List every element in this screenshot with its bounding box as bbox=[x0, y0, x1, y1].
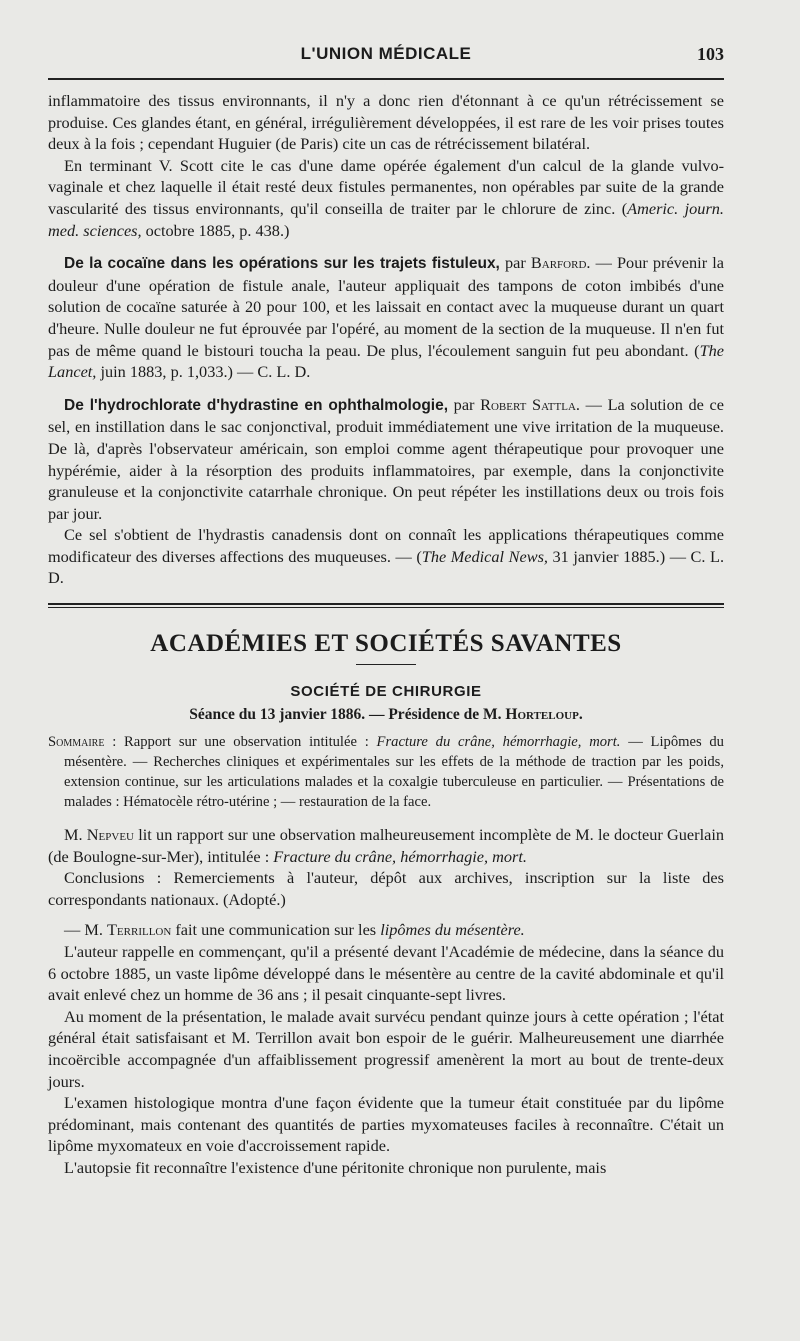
section-title: ACADÉMIES ET SOCIÉTÉS SAVANTES bbox=[150, 630, 622, 658]
paragraph-lipome-presentation: L'auteur rappelle en commençant, qu'il a présenté devant l'Académie de médecine, dans la séance du 6 octobre 1885, un vaste lipôme développé dans le mésentère au centre de la cavité abdominale et qu'il avait enlevé chez un homme de 36 ans ; il pesait cinquante-sept livres. bbox=[48, 942, 724, 1005]
author-barford: Barford bbox=[530, 253, 587, 273]
paragraph-inflammatoire: inflammatoire des tissus environnants, il n'y a donc rien d'étonnant à ce qu'un rétrécissement se produise. Ces glandes étant, en général, irrégulièrement développées, il est rare de les voir prises toutes deux à la fois ; cependant Huguier (de Paris) cite un cas de rétrécissement bilatéral. bbox=[48, 91, 724, 154]
reference-medical-news: The Medical News, bbox=[421, 546, 548, 566]
abstract-title-hydrastine: De l'hydrochlorate d'hydrastine en ophthalmologie, bbox=[64, 396, 449, 414]
abstract-cocaine: De la cocaïne dans les opérations sur les trajets fistuleux, par Barford. — Pour prévenir la douleur d'une opération de fistule anale, l'auteur appliquait des tampons de coton imbibés d'une solution de cocaïne saturée à 20 pour 100, et les laissait en contact avec la muqueuse durant un quart d'heure. Nulle douleur ne fut éprouvée par l'opéré, au moment de la section de la muqueuse. Il n'en fut pas de même quand le bistouri toucha la peau. De plus, l'écoulement sanguin fut peu abondant. (The Lancet, juin 1883, p. 1,033.) — C. L. D. bbox=[48, 253, 724, 382]
society-heading: SOCIÉTÉ DE CHIRURGIE bbox=[290, 683, 482, 701]
paragraph-survie: Au moment de la présentation, le malade avait survécu pendant quinze jours à cette opération ; l'état général était satisfaisant et M. Terrillon avait bon espoir de le guérir. Malheureusement une diarrhée incoërcible accompagnée d'un affaiblissement progressif amenèrent la mort au bout de trente-deux jours. bbox=[48, 1006, 724, 1091]
running-title: L'UNION MÉDICALE bbox=[300, 44, 472, 63]
paragraph-conclusions: Conclusions : Remerciements à l'auteur, dépôt aux archives, inscription sur la liste des correspondants nationaux. (Adopté.) bbox=[48, 868, 724, 909]
sommaire-label: Sommaire bbox=[48, 734, 105, 751]
speaker-terrillon: Terrillon bbox=[106, 920, 172, 940]
author-sattla: Robert Sattla bbox=[480, 394, 576, 414]
reference-journal: Americ. journ. med. sciences, bbox=[48, 198, 724, 240]
paragraph-histologie: L'examen histologique montra d'une façon évidente que la tumeur était constituée par du lipôme prédominant, mais contenant des quantités de parties myxomateuses faciles à reconnaître. C'était un lipôme myxomateux en voie d'accroissement rapide. bbox=[48, 1093, 724, 1156]
reference-lancet: The Lancet, bbox=[48, 340, 724, 382]
paragraph-terrillon: — M. Terrillon fait une communication sur les lipômes du mésentère. bbox=[64, 920, 525, 940]
header-rule bbox=[48, 78, 724, 80]
abstract-title-cocaine: De la cocaïne dans les opérations sur les trajets fistuleux, bbox=[64, 255, 500, 273]
paragraph-nepveu: M. Nepveu lit un rapport sur une observation malheureusement incomplète de M. le docteur Guerlain (de Boulogne-sur-Mer), intitulée : Fracture du crâne, hémorrhagie, mort. bbox=[48, 825, 724, 866]
president-name: Horteloup bbox=[505, 706, 579, 724]
title-underline bbox=[356, 664, 416, 665]
paragraph-scott: En terminant V. Scott cite le cas d'une dame opérée également d'un calcul de la glande vulvo-vaginale et chez laquelle il était resté deux fistules permanentes, non opérables par suite de la grande vascularité des tissus environnants, qu'il conseilla de traiter par le chlorure de zinc. (Americ. journ. med. sciences, octobre 1885, p. 438.) bbox=[48, 155, 724, 240]
paragraph-hydrastis: Ce sel s'obtient de l'hydrastis canadensis dont on connaît les applications thérapeutiques comme modificateur des diverses affections des muqueuses. — (The Medical News, 31 janvier 1885.) — C. L. D. bbox=[48, 525, 725, 588]
speaker-nepveu: Nepveu bbox=[86, 825, 134, 845]
sommaire: Sommaire : Rapport sur une observation intitulée : Fracture du crâne, hémorrhagie, mort. — Lipômes du mésentère. — Recherches cliniques et expérimentales sur les effets de la méthode de traction par les poids, extension continue, sur les articulations malades et la coxalgie tuberculeuse en particulier. — Présentations de malades : Hématocèle rétro-utérine ; — restauration de la face. bbox=[48, 734, 724, 811]
session-line: Séance du 13 janvier 1886. — Présidence de M. Horteloup. bbox=[189, 706, 583, 724]
section-divider bbox=[48, 603, 724, 608]
paragraph-autopsie: L'autopsie fit reconnaître l'existence d'une péritonite chronique non purulente, mais bbox=[64, 1157, 607, 1177]
page-number: 103 bbox=[697, 44, 724, 64]
abstract-hydrastine: De l'hydrochlorate d'hydrastine en ophthalmologie, par Robert Sattla. — La solution de ce sel, en instillation dans le sac conjonctival, produit immédiatement une vive irritation de la muqueuse. De là, d'après l'observateur américain, son emploi comme agent thérapeutique pour provoquer une hypérémie, aider à la résorption des produits inflammatoires, par exemple, dans la conjonctivite granuleuse et la conjonctivite catarrhale chronique. On peut répéter les instillations deux ou trois fois par jour. bbox=[48, 394, 724, 523]
page-header bbox=[48, 44, 724, 78]
